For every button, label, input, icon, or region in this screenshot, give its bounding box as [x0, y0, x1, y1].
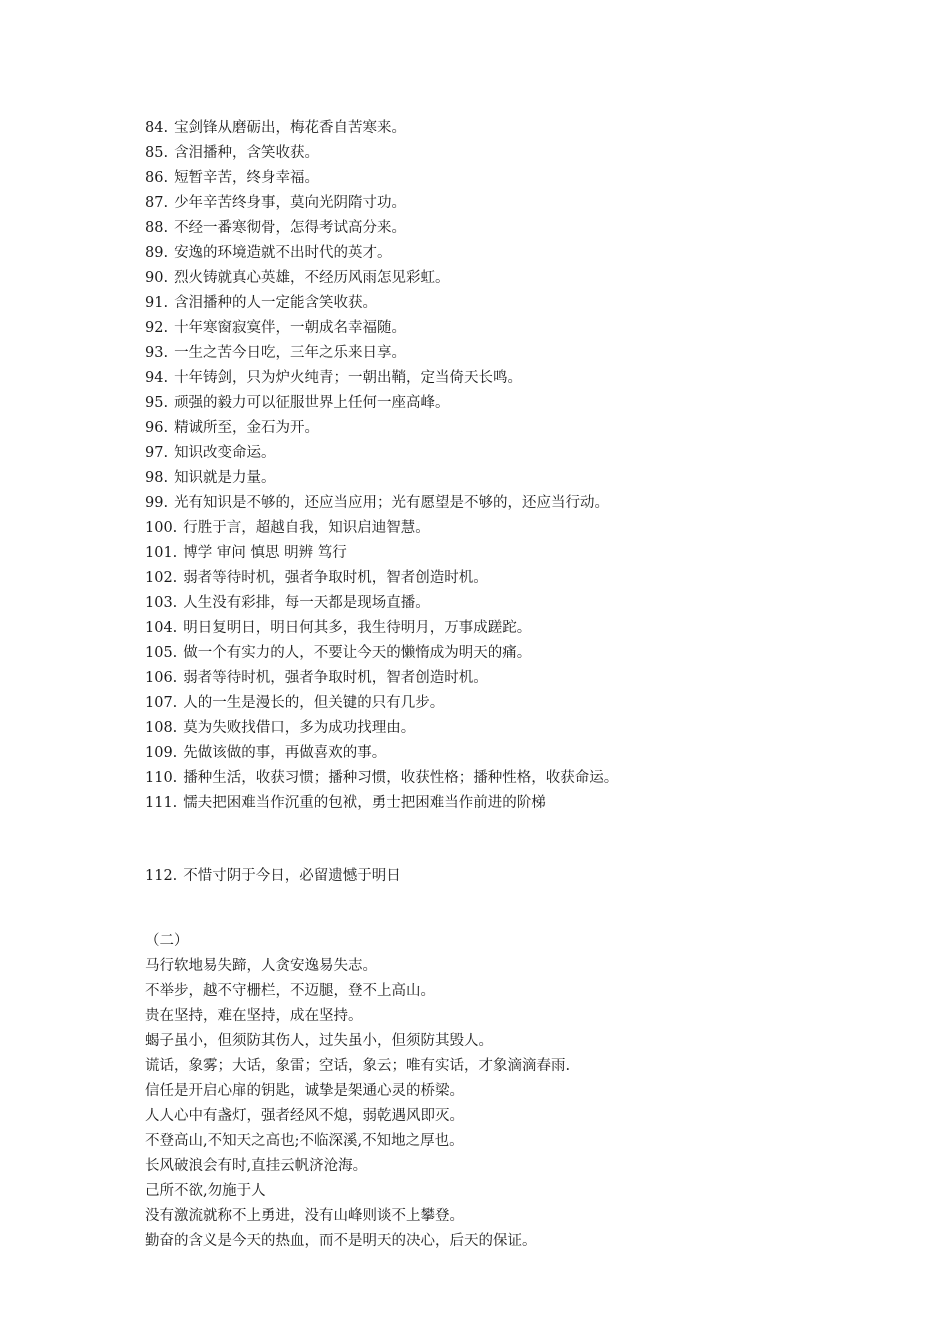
quote-text: 宝剑锋从磨砺出，梅花香自苦寒来。	[174, 120, 407, 136]
quote-line	[145, 316, 865, 341]
quote-number: 100.	[145, 520, 178, 536]
quote-text: 少年辛苦终身事，莫向光阴隋寸功。	[174, 195, 407, 211]
quote-number: 91.	[145, 295, 169, 311]
quote-line	[145, 766, 865, 791]
quote-text: 十年寒窗寂寞伴，一朝成名幸福随。	[174, 320, 407, 336]
proverb-line: 信任是开启心扉的钥匙，诚挚是架通心灵的桥梁。	[145, 1083, 464, 1099]
quote-number: 96.	[145, 420, 169, 436]
quote-line	[145, 716, 865, 741]
quote-text: 含泪播种，含笑收获。	[174, 145, 320, 161]
quote-line	[145, 491, 865, 516]
quote-text: 人生没有彩排，每一天都是现场直播。	[183, 595, 430, 611]
quote-line	[145, 266, 865, 291]
quote-text: 莫为失败找借口，多为成功找理由。	[183, 720, 416, 736]
quote-line	[145, 216, 865, 241]
quote-text: 短暂辛苦，终身幸福。	[174, 170, 320, 186]
quote-text: 顽强的毅力可以征服世界上任何一座高峰。	[174, 395, 450, 411]
proverb-list	[145, 954, 865, 1254]
proverb-line: 长风破浪会有时,直挂云帆济沧海。	[145, 1158, 368, 1174]
quote-line	[145, 441, 865, 466]
quote-text: 含泪播种的人一定能含笑收获。	[174, 295, 378, 311]
quote-number: 90.	[145, 270, 169, 286]
quote-number: 109.	[145, 745, 178, 761]
proverb-line: 己所不欲,勿施于人	[145, 1183, 266, 1199]
quote-number: 85.	[145, 145, 169, 161]
section-heading: （二）	[145, 933, 189, 949]
proverb-line: 不举步，越不守栅栏，不迈腿，登不上高山。	[145, 983, 435, 999]
proverb-line: 蝎子虽小，但须防其伤人，过失虽小，但须防其毁人。	[145, 1033, 493, 1049]
quote-line	[145, 641, 865, 666]
quote-text: 不惜寸阴于今日，必留遗憾于明日	[183, 868, 401, 884]
quote-number: 87.	[145, 195, 169, 211]
quote-number: 98.	[145, 470, 169, 486]
proverb-line: 谎话，象雾；大话，象雷；空话，象云；唯有实话，才象滴滴春雨.	[145, 1058, 571, 1074]
quote-text: 一生之苦今日吃，三年之乐来日享。	[174, 345, 407, 361]
quote-number: 111.	[145, 795, 178, 811]
quote-line	[145, 366, 865, 391]
quote-line	[145, 241, 865, 266]
quote-number: 112.	[145, 868, 178, 884]
quote-text: 知识就是力量。	[174, 470, 276, 486]
quote-text: 明日复明日，明日何其多，我生待明月，万事成蹉跎。	[183, 620, 532, 636]
quote-number: 89.	[145, 245, 169, 261]
quote-line	[145, 291, 865, 316]
quote-line	[145, 541, 865, 566]
quote-text: 烈火铸就真心英雄，不经历风雨怎见彩虹。	[174, 270, 450, 286]
quote-text: 知识改变命运。	[174, 445, 276, 461]
quote-number: 107.	[145, 695, 178, 711]
quote-number: 105.	[145, 645, 178, 661]
quote-number: 84.	[145, 120, 169, 136]
quote-number: 86.	[145, 170, 169, 186]
quote-line	[145, 666, 865, 691]
quote-line	[145, 191, 865, 216]
quote-line	[145, 116, 865, 141]
quote-text: 做一个有实力的人，不要让今天的懒惰成为明天的痛。	[183, 645, 532, 661]
numbered-quote-list	[145, 116, 865, 816]
quote-text: 十年铸剑，只为炉火纯青；一朝出鞘，定当倚天长鸣。	[174, 370, 523, 386]
quote-number: 94.	[145, 370, 169, 386]
quote-text: 先做该做的事，再做喜欢的事。	[183, 745, 387, 761]
quote-line	[145, 516, 865, 541]
quote-number: 101.	[145, 545, 178, 561]
quote-line	[145, 166, 865, 191]
quote-text: 弱者等待时机，强者争取时机，智者创造时机。	[183, 570, 488, 586]
quote-number: 93.	[145, 345, 169, 361]
quote-number: 106.	[145, 670, 178, 686]
quote-number: 88.	[145, 220, 169, 236]
quote-line	[145, 691, 865, 716]
quote-text: 光有知识是不够的，还应当应用；光有愿望是不够的，还应当行动。	[174, 495, 610, 511]
quote-line	[145, 141, 865, 166]
quote-number: 103.	[145, 595, 178, 611]
quote-number: 99.	[145, 495, 169, 511]
quote-text: 播种生活，收获习惯；播种习惯，收获性格；播种性格，收获命运。	[183, 770, 619, 786]
quote-line	[145, 466, 865, 491]
quote-text: 精诚所至，金石为开。	[174, 420, 320, 436]
quote-number: 92.	[145, 320, 169, 336]
quote-line	[145, 864, 865, 889]
proverb-line: 马行软地易失蹄，人贪安逸易失志。	[145, 958, 377, 974]
quote-text: 安逸的环境造就不出时代的英才。	[174, 245, 392, 261]
quote-number: 95.	[145, 395, 169, 411]
quote-text: 不经一番寒彻骨，怎得考试高分来。	[174, 220, 407, 236]
quote-number: 108.	[145, 720, 178, 736]
quote-line	[145, 741, 865, 766]
quote-text: 弱者等待时机，强者争取时机，智者创造时机。	[183, 670, 488, 686]
quote-number: 97.	[145, 445, 169, 461]
quote-line	[145, 566, 865, 591]
spacer	[145, 816, 865, 864]
proverb-line: 没有激流就称不上勇进，没有山峰则谈不上攀登。	[145, 1208, 464, 1224]
proverb-line: 贵在坚持，难在坚持，成在坚持。	[145, 1008, 363, 1024]
proverb-line: 勤奋的含义是今天的热血，而不是明天的决心，后天的保证。	[145, 1233, 537, 1249]
quote-line	[145, 791, 865, 816]
quote-line	[145, 616, 865, 641]
quote-text: 博学 审问 慎思 明辨 笃行	[183, 545, 347, 561]
quote-line	[145, 591, 865, 616]
quote-text: 人的一生是漫长的，但关键的只有几步。	[183, 695, 445, 711]
quote-line	[145, 391, 865, 416]
proverb-line: 不登高山,不知天之高也;不临深溪,不知地之厚也。	[145, 1133, 464, 1149]
quote-number: 104.	[145, 620, 178, 636]
spacer	[145, 889, 865, 929]
proverb-line: 人人心中有盏灯，强者经风不熄，弱乾遇风即灭。	[145, 1108, 464, 1124]
document-body	[145, 116, 865, 1254]
quote-number: 102.	[145, 570, 178, 586]
quote-number: 110.	[145, 770, 178, 786]
quote-line	[145, 341, 865, 366]
quote-text: 行胜于言，超越自我，知识启迪智慧。	[183, 520, 430, 536]
quote-text: 懦夫把困难当作沉重的包袱，勇士把困难当作前进的阶梯	[183, 795, 546, 811]
quote-line	[145, 416, 865, 441]
